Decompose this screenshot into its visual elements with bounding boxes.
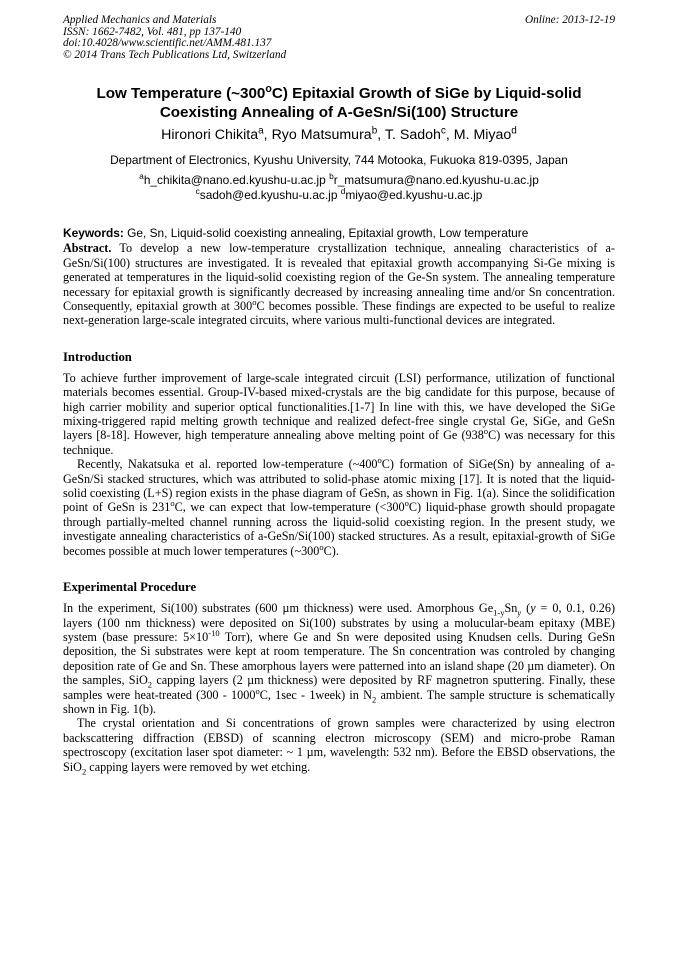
author-name: Hironori Chikita: [161, 127, 259, 144]
journal-doi: doi:10.4028/www.scientific.net/AMM.481.137: [63, 37, 272, 50]
keywords-label: Keywords:: [63, 226, 124, 241]
online-date: Online: 2013-12-19: [524, 14, 615, 26]
experimental-paragraph: In the experiment, Si(100) substrates (600 µm thickness) were used. Amorphous $Ge_{1-y}Sn_y$ (y = 0, 0.1, 0.26) layers (100 nm thickness) were deposited on Si(100) substrates by using a molucular-beam epitaxy (MBE) system (base pressure: $5\times 10^{-10}$ Torr), where Ge and Sn were deposited using Knudsen cells. During GeSn deposition, the Si substrates were kept at room temperature. The Sn concentration was controled by changing deposition rate of Ge and Sn. These amorphous layers were patterned into an island shape (20 µm diameter). On the samples, SiO$_2$ capping layers (2 µm thickness) were deposited by RF magnetron sputtering. Finally, these samples were heat-treated (300 - 1000$^o$C, 1sec - 1week) in $N_2$ ambient. The sample structure is schematically shown in Fig. 1(b).: [63, 601, 616, 716]
author-emails: $^a$h_chikita@nano.ed.kyushu-u.ac.jp $^b$r_matsumura@nano.ed.kyushu-u.ac.jp $^c$sadoh@ed.kyushu-u.ac.jp $^d$miyao@ed.kyushu-u.ac.jp: [139, 171, 539, 203]
journal-header: [63, 15, 615, 61]
author-list: Hironori Chikita$^a$, Ryo Matsumura$^b$, T. Sadoh$^c$, M. Miyao$^d$: [161, 125, 517, 144]
affiliation: Department of Electronics, Kyushu University, 744 Motooka, Fukuoka 819-0395, Japan: [110, 153, 568, 168]
experimental-paragraph: The crystal orientation and Si concentrations of grown samples were characterized by using electron backscattering diffraction (EBSD) of scanning electron microscopy (SEM) and micro-probe Raman spectroscopy (excitation laser spot diameter: ~ 1 µm, wavelength: 532 nm). Before the EBSD observations, the SiO$_2$ capping layers were removed by wet etching.: [63, 716, 615, 776]
intro-paragraph: To achieve further improvement of large-scale integrated circuit (LSI) performance, utilization of functional materials becomes essential. Group-IV-based mixed-crystals are the big candidate for this purpose, because of high carrier mobility and superior optical functionalities.[1-7] In line with this, we have developed the SiGe mixing-triggered rapid melting growth technique and realized defect-free single crystal Ge, SiGe, and GeSn layers [8-18]. However, high temperature annealing above melting point of Ge (938$^o$C) was necessary for this technique.: [63, 370, 615, 457]
abstract: Abstract. To develop a new low-temperature crystallization technique, annealing characteristics of a-GeSn/Si(100) structures are investigated. It is revealed that epitaxial growth accompanying Si-Ge mixing is generated at temperatures in the liquid-solid coexisting region of the Ge-Sn system. The annealing temperature necessary for epitaxial growth is significantly decreased by increasing annealing time and/or Sn concentration. Consequently, epitaxial growth at 300$^o$C becomes possible. These findings are expected to be useful to realize next-generation large-scale integrated circuits, where various multi-functional devices are integrated.: [63, 241, 615, 328]
journal-name: Applied Mechanics and Materials: [63, 14, 217, 26]
journal-copyright: © 2014 Trans Tech Publications Ltd, Switzerland: [63, 48, 287, 61]
paper-page: [63, 15, 615, 774]
paper-title: Low Temperature (~300$^o$C) Epitaxial Growth of SiGe by Liquid-solid Coexisting Annealing of A-GeSn/Si(100) Structure: [96, 83, 582, 121]
author-name: M. Miyao: [453, 127, 512, 144]
intro-paragraph: Recently, Nakatsuka et al. reported low-temperature (~400$^o$C) formation of SiGe(Sn) by annealing of a-GeSn/Si stacked structures, which was attributed to solid-phase atomic mixing [17]. It is noted that the liquid-solid coexisting (L+S) region exists in the phase diagram of GeSn, as shown in Fig. 1(a). Since the solidification point of GeSn is 231$^o$C, we can expect that low-temperature $(<300^oC)$ liquid-phase growth should propagate through partially-melted channel running across the liquid-solid coexisting region. In the present study, we investigate annealing characteristics of a-GeSn/Si(100) stacked structures. As a result, epitaxial-growth of SiGe becomes possible at much lower temperatures (~300$^o$C).: [63, 455, 616, 558]
section-heading-experimental: Experimental Procedure: [63, 580, 197, 595]
email-link[interactable]: h_chikita@nano.ed.kyushu-u.ac.jp: [143, 173, 326, 188]
email-link[interactable]: miyao@ed.kyushu-u.ac.jp: [345, 188, 483, 203]
email-link[interactable]: sadoh@ed.kyushu-u.ac.jp: [199, 188, 338, 203]
abstract-label: Abstract.: [63, 241, 112, 256]
author-name: T. Sadoh: [384, 127, 441, 144]
email-link[interactable]: r_matsumura@nano.ed.kyushu-u.ac.jp: [333, 173, 539, 188]
keywords: Keywords: Ge, Sn, Liquid-solid coexisting annealing, Epitaxial growth, Low temperature: [63, 226, 529, 241]
author-name: Ryo Matsumura: [271, 127, 372, 144]
section-heading-introduction: Introduction: [63, 349, 132, 364]
journal-issn: ISSN: 1662-7482, Vol. 481, pp 137-140: [63, 25, 242, 38]
